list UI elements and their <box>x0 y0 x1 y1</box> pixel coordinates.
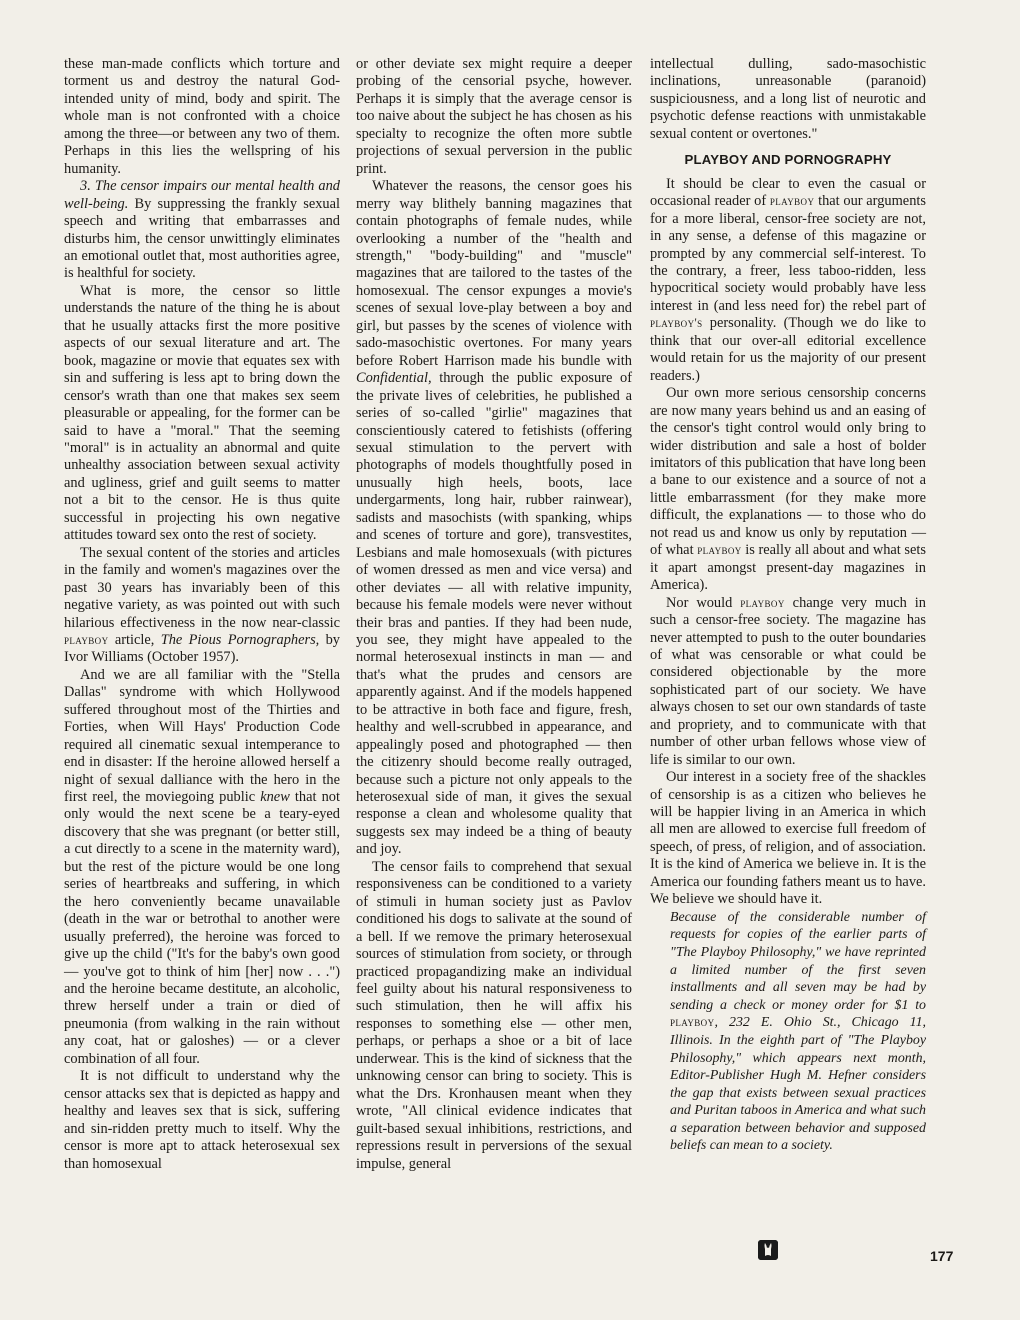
magazine-name: playboy's <box>650 316 703 331</box>
paragraph-text: that our arguments for a more liberal, censor-free society are not, in any sense, a defense of this magazine or prompted by any commercial self-interest. To the contrary, a freer, less taboo-ridden, less hypocritical society would probably have less interest in (and less need for) the rebel part of <box>650 193 926 314</box>
paragraph-text: by Ivor Williams (October 1957). <box>64 631 341 666</box>
paragraph-text: It should be clear to even the casual or occasional reader of <box>650 175 926 210</box>
paragraph-text: personality. (Though we do like to think that our over-all editorial excellence would retain for us the majority of our present readers.) <box>650 315 926 384</box>
article-title: The Pious Pornographers, <box>160 631 320 648</box>
paragraph-text: The sexual content of the stories and articles in the family and women's magazines over the past 30 years has invariably been of this negative variety, as was pointed out with such hilarious effectiveness in the now near-classic <box>64 544 340 631</box>
paragraph <box>64 667 340 1068</box>
note-text: , 232 E. Ohio St., Chicago 11, Illinois. In the eighth part of "The Playboy Philosophy," which appears next month, Editor-Publisher Hugh M. Hefner considers the gap that exists between sexual practices and Puritan taboos in America and what such a separation between behavior and supposed beliefs can mean to a society. <box>670 1015 926 1154</box>
paragraph <box>356 178 632 859</box>
paragraph-text: through the public exposure of the private lives of celebrities, he published a series of so-called "girlie" magazines that conscientiously catered to fetishists (offering sexual stimulation to the pervert with photographs of models thoughtfully posed in unusually high heels, boots, lace undergarments, long hair, rubber rainwear), sadists and masochists (with spanking, whips and scenes of torture and gore), transvestites, Lesbians and male homosexuals (with pictures of women dressed as men and vice versa) and other deviates — all with relative impunity, because his female models were never without their bras and panties. If they had been nude, you see, they might have appealed to the normal heterosexual instincts in man — and that's what the prudes and censors are apparently against. And if the models happened to be attractive in both face and figure, fresh, healthy and well-scrubbed in appearance, and appealingly posed and photographed — then the citizenry should become really outraged, because such a picture not only appeals to the heterosexual side of man, it gives the sexual response a clean and wholesome quality that suggests sex may indeed be a thing of beauty and joy. <box>356 370 632 858</box>
paragraph: What is more, the censor so little understands the nature of the thing he is about that he usually attacks first the more positive aspects of our sexual literature and art. The book, magazine or movie that equates sex with sin and suffering is less apt to bring down the censor's wrath than one that makes sex seem pleasurable or appealing, for the former can be said to have a "moral." That the seeming "moral" is in actuality an abnormal and quite unhealthy association between sexual activity and ugliness, grief and guilt seems to matter not a bit to the censor. He is thus quite successful in projecting his own negative attitudes toward sex onto the rest of society. <box>64 282 340 544</box>
paragraph-text: change very much in such a censor-free society. The magazine has never attempted to push to the outer boundaries of what was censorable or what could be considered objectionable by the more sophisticated part of our society. We have always chosen to set our own standards of taste and propriety, and to communicate with that number of other urban fellows whose view of life is similar to our own. <box>650 594 926 768</box>
paragraph <box>64 545 340 667</box>
numbered-point-lead: 3. The censor impairs our mental health and well-being. <box>64 178 340 212</box>
section-heading: PLAYBOY AND PORNOGRAPHY <box>684 152 892 168</box>
magazine-name: playboy <box>740 595 785 610</box>
emphasis: knew <box>260 789 290 806</box>
magazine-name: playboy <box>697 543 742 558</box>
playboy-bunny-icon <box>758 1240 778 1260</box>
paragraph-text: is really all about and what sets it apart amongst present-day magazines in America). <box>650 542 927 594</box>
paragraph-text: Nor would <box>666 594 741 611</box>
paragraph-text: Our own more serious censorship concerns are now many years behind us and an easing of the censor's tight control would only bring to wider distribution and sale a host of bolder imitators of this publication that have long been a bane to our existence and a source of not a little embarrassment (for they make more difficult, the explanations — to those who do not read us and know us only by reputation — of what <box>650 385 926 559</box>
page-number: 177 <box>930 1248 954 1264</box>
editor-note <box>650 909 926 1155</box>
column-right <box>650 56 926 1155</box>
paragraph <box>650 595 926 770</box>
magazine-name: playboy <box>769 194 815 209</box>
paragraph: The censor fails to comprehend that sexual responsiveness can be conditioned to a variety of stimuli in human society just as Pavlov conditioned his dogs to salivate at the sound of a bell. If we remove the primary heterosexual sources of stimulation from society, or through practiced propagandizing make an individual feel guilty about his natural responsiveness to such stimulation, then he will affix his responses to something else — other men, perhaps, or perhaps a shoe or a bit of lace underwear. This is the kind of sickness that the unknowing censor can bring to society. This is what the Drs. Kronhausen meant when they wrote, "All clinical evidence indicates that guilt-based sexual inhibitions, restrictions, and repressions result in perversions of the sexual impulse, general <box>356 858 632 1172</box>
paragraph: these man-made conflicts which torture and torment us and destroy the natural God-intended unity of mind, body and spirit. The whole man is not confronted with a choice among the three—or between any two of them. Perhaps in this lies the wellspring of his humanity. <box>64 56 340 177</box>
paragraph: Our interest in a society free of the shackles of censorship is as a citizen who believes he will be happier living in an America in which all men are allowed to exercise full freedom of speech, of press, of religion, and of association. It is the kind of America we believe in. It is the America our founding fathers meant us to have. We believe we should have it. <box>650 769 926 908</box>
paragraph <box>650 385 926 594</box>
paragraph-text: Whatever the reasons, the censor goes his merry way blithely banning magazines that contain photographs of female nudes, while overlooking a number of the "health and strength," "body-building" and "muscle" magazines that are tailored to the tastes of the homosexual. The censor expunges a movie's scenes of sexual love-play between a boy and girl, but passes by the scenes of violence with sado-masochistic overtones. For many years before Robert Harrison made his bundle with <box>356 178 632 369</box>
column-left <box>64 56 340 1173</box>
paragraph-text: that not only would the next scene be a teary-eyed discovery that she was pregnant (or better still, a cut directly to a scene in the maternity ward), but the rest of the picture would be one long series of heartbreaks and suffering, in which the hero conveniently became unavailable (death in the war or betrothal to another were usually preferred), the heroine was forced to give up the child ("It's for the baby's own good — you've got to think of him [her] now . . .") and the heroine became destitute, an alcoholic, threw herself under a train or died of pneumonia (from walking in the rain without any coat, hat or galoshes) — or a clever combination of all four. <box>64 789 340 1067</box>
note-text: Because of the considerable number of requests for copies of the earlier parts of "The Playboy Philosophy," we have reprinted a limited number of the first seven installments and all seven may be had by sending a check or money order for $1 to <box>670 909 926 1013</box>
paragraph-text: And we are all familiar with the "Stella Dallas" syndrome with which Hollywood suffered throughout most of the Thirties and Forties, when Will Hays' Production Code required all cinematic sexual intemperance to end in disaster: If the heroine allowed herself a night of sexual dalliance with the hero in the first reel, the moviegoing public <box>64 666 340 806</box>
paragraph: It is not difficult to understand why the censor attacks sex that is depicted as happy and healthy and leaves sex that is sick, suffering and sin-ridden pretty much to itself. Why the censor is more apt to attack heterosexual sex than homosexual <box>64 1068 340 1172</box>
paragraph-text: article, <box>108 631 161 648</box>
magazine-name: playboy <box>670 1015 715 1030</box>
paragraph <box>64 178 340 283</box>
paragraph-text: By suppressing the frankly sexual speech and writing that embarrasses and disturbs him, the censor unwittingly eliminates an emotional outlet that, most authorities agree, is healthful for society. <box>64 195 340 282</box>
column-middle <box>356 56 632 1173</box>
paragraph: or other deviate sex might require a deeper probing of the censorial psyche, however. Perhaps it is simply that the average censor is too naive about the subject he has chosen as his specialty to recognize the often more subtle projections of sexual perversion in the public print. <box>356 56 632 177</box>
paragraph <box>650 176 926 385</box>
magazine-name: playboy <box>64 632 109 647</box>
paragraph: intellectual dulling, sado-masochistic inclinations, unreasonable (paranoid) suspiciousness, and a long list of neurotic and psychotic defense reactions with unmistakable sexual content or overtones." <box>650 56 926 142</box>
publication-title: Confidential, <box>356 370 432 387</box>
